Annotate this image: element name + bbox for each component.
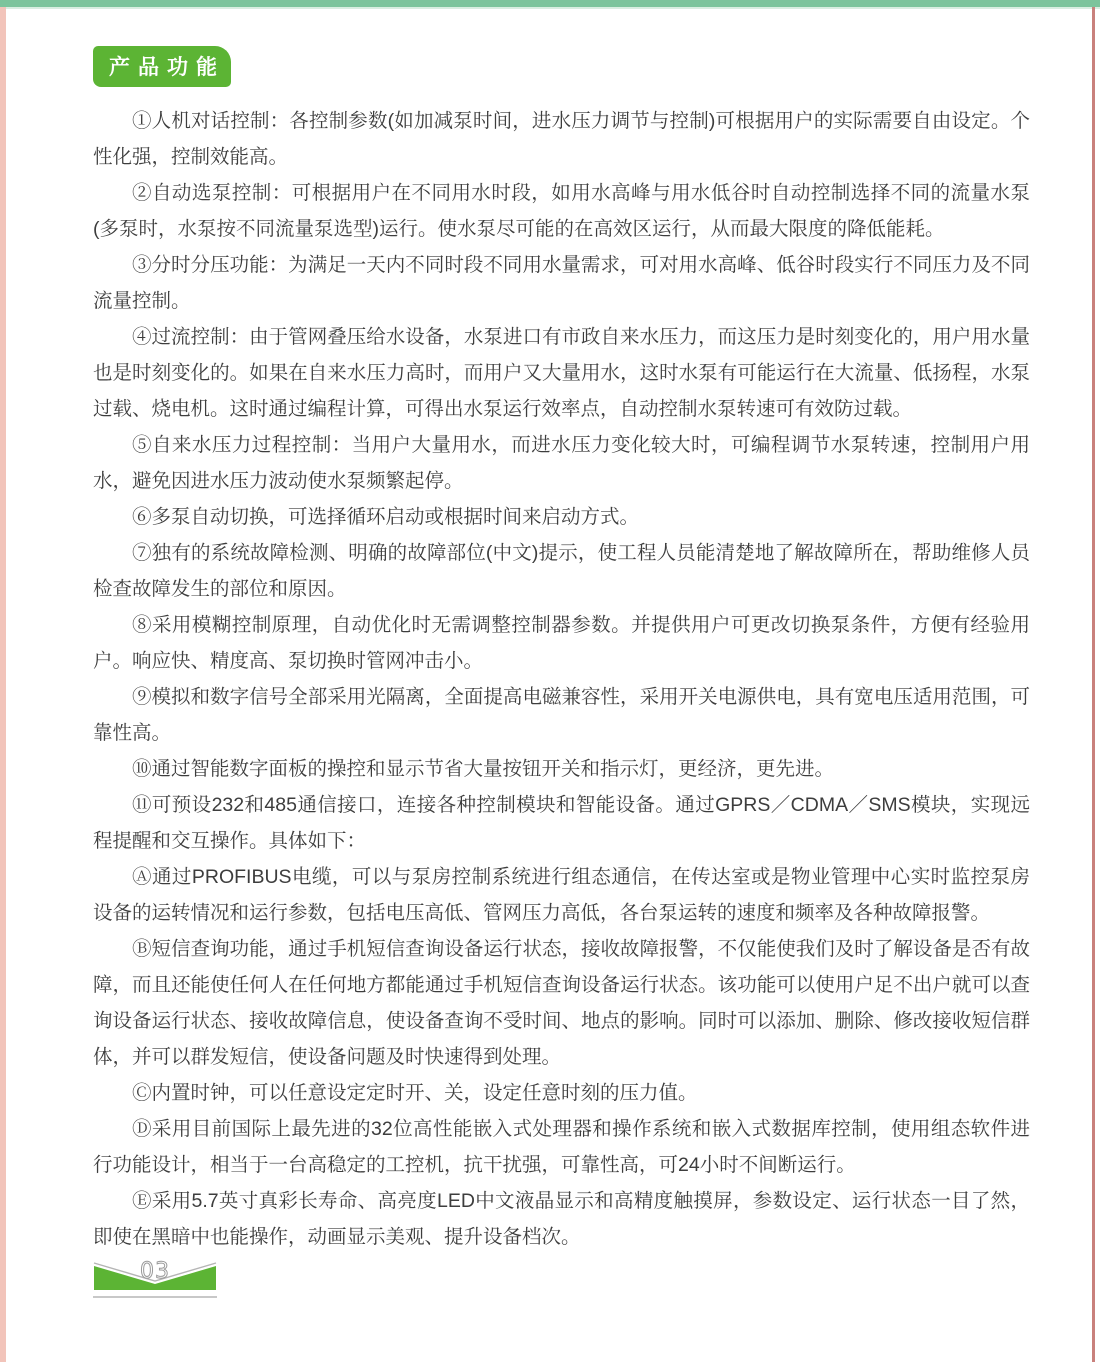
feature-paragraph: ③分时分压功能：为满足一天内不同时段不同用水量需求，可对用水高峰、低谷时段实行不同压力及不同流量控制。 (93, 254, 1030, 312)
page-footer (93, 1252, 217, 1302)
feature-paragraph: ⑩通过智能数字面板的操控和显示节省大量按钮开关和指示灯，更经济，更先进。 (132, 758, 835, 780)
feature-paragraph: Ⓓ采用目前国际上最先进的32位高性能嵌入式处理器和操作系统和嵌入式数据库控制，使用组态软件进行功能设计，相当于一台高稳定的工控机，抗干扰强，可靠性高，可24小时不间断运行。 (93, 1118, 1030, 1176)
page-right-edge-line (1092, 7, 1095, 1362)
page-left-edge-strip (0, 7, 6, 1362)
feature-paragraph: Ⓔ采用5.7英寸真彩长寿命、高亮度LED中文液晶显示和高精度触摸屏，参数设定、运行状态一目了然，即使在黑暗中也能操作，动画显示美观、提升设备档次。 (93, 1190, 1030, 1248)
page-top-edge-strip (0, 0, 1100, 7)
feature-paragraph: Ⓐ通过PROFIBUS电缆，可以与泵房控制系统进行组态通信，在传达室或是物业管理中心实时监控泵房设备的运转情况和运行参数，包括电压高低、管网压力高低，各台泵运转的速度和频率及各种故障报警。 (93, 866, 1030, 924)
feature-paragraph: ⑪可预设232和485通信接口，连接各种控制模块和智能设备。通过GPRS／CDMA／SMS模块，实现远程提醒和交互操作。具体如下： (93, 794, 1030, 852)
feature-paragraph: ①人机对话控制：各控制参数(如加减泵时间，进水压力调节与控制)可根据用户的实际需要自由设定。个性化强，控制效能高。 (93, 110, 1030, 168)
page-number: 03 (140, 1259, 170, 1284)
feature-paragraph: ⑤自来水压力过程控制：当用户大量用水，而进水压力变化较大时，可编程调节水泵转速，控制用户用水，避免因进水压力波动使水泵频繁起停。 (93, 434, 1030, 492)
feature-paragraph: ⑥多泵自动切换，可选择循环启动或根据时间来启动方式。 (132, 506, 640, 528)
feature-paragraph: ⑨模拟和数字信号全部采用光隔离，全面提高电磁兼容性，采用开关电源供电，具有宽电压适用范围，可靠性高。 (93, 686, 1030, 744)
feature-paragraph: Ⓒ内置时钟，可以任意设定定时开、关，设定任意时刻的压力值。 (132, 1082, 698, 1104)
feature-paragraph: ⑧采用模糊控制原理，自动优化时无需调整控制器参数。并提供用户可更改切换泵条件，方便有经验用户。响应快、精度高、泵切换时管网冲击小。 (93, 614, 1030, 672)
footer-ribbon (93, 1252, 217, 1302)
page-content (93, 46, 1030, 1255)
section-title-badge: 产品功能 (93, 46, 231, 87)
page-top-edge-strip-shadow (0, 7, 1100, 9)
feature-paragraph: ②自动选泵控制：可根据用户在不同用水时段，如用水高峰与用水低谷时自动控制选择不同的流量水泵(多泵时，水泵按不同流量泵选型)运行。使水泵尽可能的在高效区运行，从而最大限度的降低能耗。 (93, 182, 1030, 240)
feature-paragraph-list (93, 103, 1030, 1255)
feature-paragraph: ④过流控制：由于管网叠压给水设备，水泵进口有市政自来水压力，而这压力是时刻变化的，用户用水量也是时刻变化的。如果在自来水压力高时，而用户又大量用水，这时水泵有可能运行在大流量、低扬程，水泵过载、烧电机。这时通过编程计算，可得出水泵运行效率点，自动控制水泵转速可有效防过载。 (93, 326, 1030, 420)
feature-paragraph: Ⓑ短信查询功能，通过手机短信查询设备运行状态，接收故障报警，不仅能使我们及时了解设备是否有故障，而且还能使任何人在任何地方都能通过手机短信查询设备运行状态。该功能可以使用户足不出户就可以查询设备运行状态、接收故障信息，使设备查询不受时间、地点的影响。同时可以添加、删除、修改接收短信群体，并可以群发短信，使设备问题及时快速得到处理。 (93, 938, 1030, 1068)
feature-paragraph: ⑦独有的系统故障检测、明确的故障部位(中文)提示，使工程人员能清楚地了解故障所在，帮助维修人员检查故障发生的部位和原因。 (93, 542, 1030, 600)
